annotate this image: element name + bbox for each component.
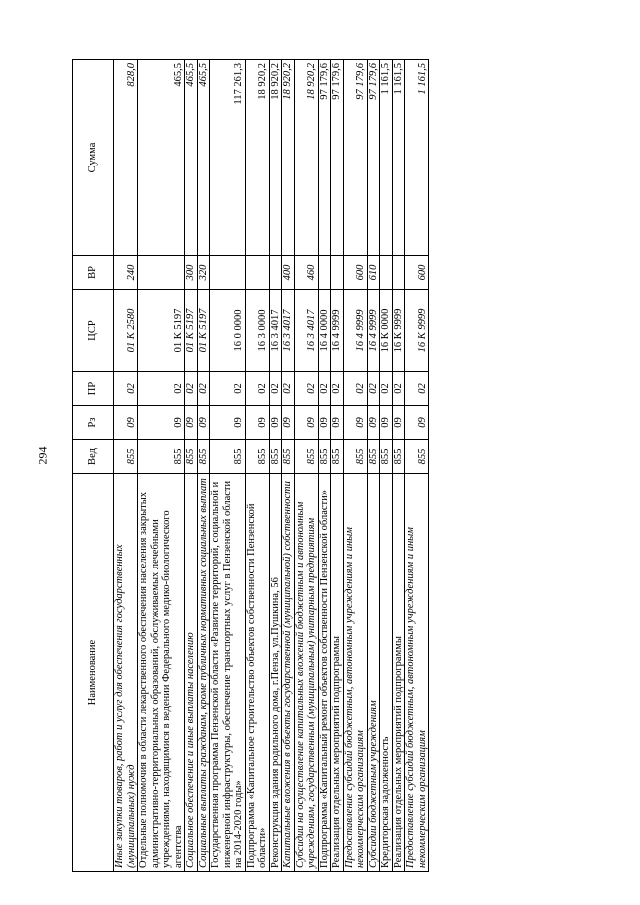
- cell-pr: 02: [114, 372, 138, 406]
- rotated-table-container: [72, 60, 590, 872]
- cell-ved: 855: [245, 440, 269, 474]
- cell-rz: 09: [318, 406, 331, 440]
- cell-pr: 02: [269, 372, 282, 406]
- cell-name: Подпрограмма «Капитальное строительство объектов собственности Пензенской области»: [245, 474, 269, 872]
- cell-pr: 02: [318, 372, 331, 406]
- cell-vr: [318, 256, 331, 290]
- cell-csr: 16 К 0000: [380, 290, 393, 372]
- cell-pr: 02: [197, 372, 210, 406]
- cell-sum: 117 261,3: [210, 60, 246, 256]
- cell-name: Реализация отдельных мероприятий подпрограммы: [392, 474, 405, 872]
- cell-rz: 09: [138, 406, 185, 440]
- cell-csr: 16 К 9999: [405, 290, 429, 372]
- cell-name: Социальные выплаты гражданам, кроме публичных нормативных социальных выплат: [197, 474, 210, 872]
- cell-pr: 02: [367, 372, 380, 406]
- cell-vr: 610: [367, 256, 380, 290]
- cell-name: Субсидии бюджетным учреждениям: [367, 474, 380, 872]
- cell-csr: 16 3 4017: [269, 290, 282, 372]
- cell-csr: 01 К 2580: [114, 290, 138, 372]
- cell-name: Иные закупки товаров, работ и услуг для обеспечения государственных (муниципальных) нужд: [114, 474, 138, 872]
- header-vr: ВР: [73, 256, 114, 290]
- cell-vr: 320: [197, 256, 210, 290]
- cell-csr: 01 К 5197: [197, 290, 210, 372]
- cell-ved: 855: [380, 440, 393, 474]
- cell-sum: 1 161,5: [405, 60, 429, 256]
- cell-csr: 16 4 9999: [331, 290, 344, 372]
- cell-ved: 855: [331, 440, 344, 474]
- cell-vr: [331, 256, 344, 290]
- cell-pr: 02: [405, 372, 429, 406]
- cell-ved: 855: [114, 440, 138, 474]
- table-row: [392, 60, 405, 872]
- cell-name: Предоставление субсидий бюджетным, автономным учреждениям и иным некоммерческим организациям: [343, 474, 367, 872]
- cell-pr: 02: [210, 372, 246, 406]
- cell-sum: 1 161,5: [392, 60, 405, 256]
- cell-vr: 400: [282, 256, 295, 290]
- page-number: 294: [35, 446, 50, 465]
- cell-csr: 16 3 4017: [294, 290, 318, 372]
- cell-rz: 09: [343, 406, 367, 440]
- cell-vr: [138, 256, 185, 290]
- header-sum: Сумма: [73, 60, 114, 256]
- cell-sum: 18 920,2: [245, 60, 269, 256]
- cell-name: Подпрограмма «Капитальный ремонт объектов собственности Пензенской области»: [318, 474, 331, 872]
- table-row: [405, 60, 429, 872]
- cell-vr: [210, 256, 246, 290]
- table-row: [343, 60, 367, 872]
- cell-vr: 460: [294, 256, 318, 290]
- cell-rz: 09: [269, 406, 282, 440]
- cell-csr: 16 3 0000: [245, 290, 269, 372]
- header-name: Наименование: [73, 474, 114, 872]
- cell-pr: 02: [185, 372, 198, 406]
- cell-vr: [392, 256, 405, 290]
- cell-name: Государственная программа Пензенской области «Развитие территорий, социальной и инженерной инфраструктуры, обеспечение транспортных услуг в Пензенской области на 2014-2020 годы»: [210, 474, 246, 872]
- cell-pr: 02: [331, 372, 344, 406]
- cell-rz: 09: [197, 406, 210, 440]
- header-rz: Рз: [73, 406, 114, 440]
- budget-table: [72, 59, 429, 872]
- cell-name: Предоставление субсидий бюджетным, автономным учреждениям и иным некоммерческим организациям: [405, 474, 429, 872]
- cell-name: Социальное обеспечение и иные выплаты населению: [185, 474, 198, 872]
- cell-sum: 465,5: [185, 60, 198, 256]
- cell-vr: 300: [185, 256, 198, 290]
- cell-vr: 600: [343, 256, 367, 290]
- cell-name: Отдельные полномочия в области лекарственного обеспечения населения закрытых административно-территориальных образований, обслуживаемых лечебными учреждениями, находящимися в ведении Федерального медико-биологического агентства: [138, 474, 185, 872]
- table-row: [138, 60, 185, 872]
- cell-sum: 18 920,2: [282, 60, 295, 256]
- cell-ved: 855: [197, 440, 210, 474]
- budget-table-rotated: [72, 60, 590, 872]
- cell-ved: 855: [392, 440, 405, 474]
- cell-pr: 02: [245, 372, 269, 406]
- table-row: [282, 60, 295, 872]
- cell-pr: 02: [343, 372, 367, 406]
- cell-pr: 02: [294, 372, 318, 406]
- header-ved: Вед: [73, 440, 114, 474]
- cell-pr: 02: [392, 372, 405, 406]
- table-row: [269, 60, 282, 872]
- cell-sum: 18 920,2: [269, 60, 282, 256]
- table-row: [245, 60, 269, 872]
- cell-rz: 09: [294, 406, 318, 440]
- table-row: [197, 60, 210, 872]
- table-row: [185, 60, 198, 872]
- cell-csr: 16 3 4017: [282, 290, 295, 372]
- table-row: [380, 60, 393, 872]
- cell-vr: [245, 256, 269, 290]
- cell-rz: 09: [367, 406, 380, 440]
- cell-vr: [380, 256, 393, 290]
- cell-ved: 855: [294, 440, 318, 474]
- header-pr: ПР: [73, 372, 114, 406]
- cell-ved: 855: [318, 440, 331, 474]
- cell-rz: 09: [185, 406, 198, 440]
- table-row: [367, 60, 380, 872]
- cell-name: Кредиторская задолженность: [380, 474, 393, 872]
- cell-vr: 600: [405, 256, 429, 290]
- cell-pr: 02: [282, 372, 295, 406]
- cell-csr: 16 4 9999: [367, 290, 380, 372]
- cell-vr: [269, 256, 282, 290]
- cell-ved: 855: [343, 440, 367, 474]
- cell-sum: 97 179,6: [318, 60, 331, 256]
- cell-rz: 09: [331, 406, 344, 440]
- cell-csr: 16 4 0000: [318, 290, 331, 372]
- cell-csr: 16 К 9999: [392, 290, 405, 372]
- cell-ved: 855: [138, 440, 185, 474]
- table-header-row: [73, 60, 114, 872]
- cell-pr: 02: [138, 372, 185, 406]
- cell-name: Субсидии на осуществление капитальных вложений бюджетным и автономным учреждениям, государственным (муниципальным) унитарным предприятиям: [294, 474, 318, 872]
- table-row: [294, 60, 318, 872]
- cell-csr: 01 К 5197: [138, 290, 185, 372]
- table-row: [114, 60, 138, 872]
- cell-rz: 09: [210, 406, 246, 440]
- cell-rz: 09: [114, 406, 138, 440]
- table-row: [331, 60, 344, 872]
- cell-csr: 01 К 5197: [185, 290, 198, 372]
- cell-rz: 09: [245, 406, 269, 440]
- cell-ved: 855: [185, 440, 198, 474]
- cell-ved: 855: [210, 440, 246, 474]
- cell-sum: 97 179,6: [367, 60, 380, 256]
- cell-sum: 97 179,6: [331, 60, 344, 256]
- cell-rz: 09: [392, 406, 405, 440]
- cell-rz: 09: [380, 406, 393, 440]
- cell-rz: 09: [282, 406, 295, 440]
- cell-ved: 855: [367, 440, 380, 474]
- cell-sum: 18 920,2: [294, 60, 318, 256]
- table-row: [318, 60, 331, 872]
- cell-rz: 09: [405, 406, 429, 440]
- cell-name: Реконструкция здания родильного дома, г.Пенза, ул.Пушкина, 56: [269, 474, 282, 872]
- header-csr: ЦСР: [73, 290, 114, 372]
- cell-sum: 465,5: [197, 60, 210, 256]
- cell-sum: 465,5: [138, 60, 185, 256]
- cell-pr: 02: [380, 372, 393, 406]
- cell-name: Капитальные вложения в объекты государственной (муниципальной) собственности: [282, 474, 295, 872]
- cell-vr: 240: [114, 256, 138, 290]
- cell-sum: 97 179,6: [343, 60, 367, 256]
- cell-sum: 1 161,5: [380, 60, 393, 256]
- table-row: [210, 60, 246, 872]
- cell-sum: 828,0: [114, 60, 138, 256]
- cell-csr: 16 0 0000: [210, 290, 246, 372]
- cell-ved: 855: [282, 440, 295, 474]
- cell-ved: 855: [269, 440, 282, 474]
- cell-name: Реализация отдельных мероприятий подпрограммы: [331, 474, 344, 872]
- cell-csr: 16 4 9999: [343, 290, 367, 372]
- cell-ved: 855: [405, 440, 429, 474]
